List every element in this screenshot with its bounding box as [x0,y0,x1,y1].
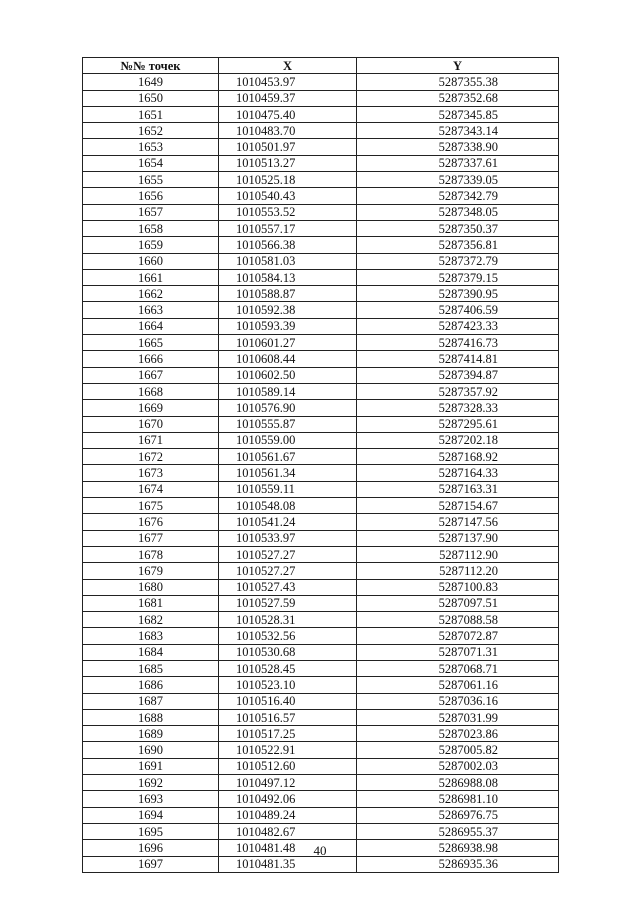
x-coordinate-cell: 1010561.67 [219,449,357,465]
x-coordinate-cell: 1010501.97 [219,139,357,155]
y-coordinate-cell: 5287071.31 [357,644,559,660]
table-row [83,335,559,351]
x-coordinate-cell: 1010559.00 [219,432,357,448]
point-number-cell: 1669 [83,400,219,416]
x-coordinate-cell: 1010483.70 [219,123,357,139]
table-row [83,139,559,155]
table-row [83,449,559,465]
point-number-cell: 1670 [83,416,219,432]
point-number-cell: 1695 [83,823,219,839]
point-number-cell: 1679 [83,563,219,579]
point-number-cell: 1661 [83,269,219,285]
y-coordinate-cell: 5287350.37 [357,220,559,236]
page-number: 40 [313,843,327,858]
y-coordinate-cell: 5286938.98 [357,840,559,856]
x-coordinate-cell: 1010523.10 [219,677,357,693]
point-number-cell: 1697 [83,856,219,872]
y-coordinate-cell: 5287342.79 [357,188,559,204]
point-number-cell: 1657 [83,204,219,220]
point-number-cell: 1671 [83,432,219,448]
point-number-cell: 1659 [83,237,219,253]
x-coordinate-cell: 1010561.34 [219,465,357,481]
point-number-cell: 1682 [83,612,219,628]
x-coordinate-cell: 1010527.43 [219,579,357,595]
y-coordinate-cell: 5286955.37 [357,823,559,839]
point-number-cell: 1665 [83,335,219,351]
point-number-cell: 1668 [83,383,219,399]
table-row [83,220,559,236]
x-coordinate-cell: 1010555.87 [219,416,357,432]
x-coordinate-cell: 1010602.50 [219,367,357,383]
x-coordinate-cell: 1010481.35 [219,856,357,872]
y-coordinate-cell: 5287088.58 [357,612,559,628]
y-coordinate-cell: 5287068.71 [357,660,559,676]
point-number-cell: 1652 [83,123,219,139]
point-number-cell: 1656 [83,188,219,204]
point-number-cell: 1686 [83,677,219,693]
table-row [83,530,559,546]
x-coordinate-cell: 1010532.56 [219,628,357,644]
y-coordinate-cell: 5287414.81 [357,351,559,367]
x-coordinate-cell: 1010608.44 [219,351,357,367]
table-row [83,563,559,579]
table-row [83,758,559,774]
x-coordinate-cell: 1010584.13 [219,269,357,285]
point-number-cell: 1666 [83,351,219,367]
table-body [83,74,559,873]
coordinates-table [82,57,559,873]
x-coordinate-cell: 1010581.03 [219,253,357,269]
point-number-cell: 1674 [83,481,219,497]
x-coordinate-cell: 1010593.39 [219,318,357,334]
point-number-cell: 1654 [83,155,219,171]
x-coordinate-cell: 1010566.38 [219,237,357,253]
y-coordinate-cell: 5287295.61 [357,416,559,432]
header-x: X [219,58,357,74]
y-coordinate-cell: 5287337.61 [357,155,559,171]
x-coordinate-cell: 1010489.24 [219,807,357,823]
table-row [83,823,559,839]
table-row [83,595,559,611]
y-coordinate-cell: 5287023.86 [357,726,559,742]
x-coordinate-cell: 1010528.45 [219,660,357,676]
y-coordinate-cell: 5287112.20 [357,563,559,579]
point-number-cell: 1676 [83,514,219,530]
y-coordinate-cell: 5287036.16 [357,693,559,709]
y-coordinate-cell: 5286976.75 [357,807,559,823]
y-coordinate-cell: 5287355.38 [357,74,559,90]
y-coordinate-cell: 5287379.15 [357,269,559,285]
table-row [83,709,559,725]
table-row [83,628,559,644]
x-coordinate-cell: 1010482.67 [219,823,357,839]
point-number-cell: 1651 [83,106,219,122]
y-coordinate-cell: 5287348.05 [357,204,559,220]
y-coordinate-cell: 5287164.33 [357,465,559,481]
table-row [83,204,559,220]
point-number-cell: 1658 [83,220,219,236]
table-row [83,123,559,139]
point-number-cell: 1667 [83,367,219,383]
table-row [83,172,559,188]
y-coordinate-cell: 5287163.31 [357,481,559,497]
x-coordinate-cell: 1010492.06 [219,791,357,807]
y-coordinate-cell: 5287372.79 [357,253,559,269]
table-row [83,644,559,660]
point-number-cell: 1683 [83,628,219,644]
table-row [83,432,559,448]
y-coordinate-cell: 5287097.51 [357,595,559,611]
x-coordinate-cell: 1010527.27 [219,546,357,562]
table-row [83,677,559,693]
table-row [83,693,559,709]
point-number-cell: 1653 [83,139,219,155]
x-coordinate-cell: 1010559.11 [219,481,357,497]
point-number-cell: 1650 [83,90,219,106]
point-number-cell: 1690 [83,742,219,758]
y-coordinate-cell: 5287345.85 [357,106,559,122]
x-coordinate-cell: 1010512.60 [219,758,357,774]
x-coordinate-cell: 1010601.27 [219,335,357,351]
point-number-cell: 1693 [83,791,219,807]
x-coordinate-cell: 1010553.52 [219,204,357,220]
y-coordinate-cell: 5287005.82 [357,742,559,758]
table-row [83,775,559,791]
x-coordinate-cell: 1010576.90 [219,400,357,416]
table-row [83,318,559,334]
y-coordinate-cell: 5287343.14 [357,123,559,139]
table-row [83,546,559,562]
point-number-cell: 1688 [83,709,219,725]
y-coordinate-cell: 5287100.83 [357,579,559,595]
y-coordinate-cell: 5287137.90 [357,530,559,546]
table-row [83,465,559,481]
point-number-cell: 1685 [83,660,219,676]
table-row [83,237,559,253]
table-row [83,253,559,269]
x-coordinate-cell: 1010516.57 [219,709,357,725]
x-coordinate-cell: 1010527.27 [219,563,357,579]
point-number-cell: 1663 [83,302,219,318]
y-coordinate-cell: 5287339.05 [357,172,559,188]
table-row [83,286,559,302]
x-coordinate-cell: 1010522.91 [219,742,357,758]
table-row [83,791,559,807]
y-coordinate-cell: 5287423.33 [357,318,559,334]
y-coordinate-cell: 5287072.87 [357,628,559,644]
y-coordinate-cell: 5286935.36 [357,856,559,872]
x-coordinate-cell: 1010533.97 [219,530,357,546]
y-coordinate-cell: 5287416.73 [357,335,559,351]
point-number-cell: 1696 [83,840,219,856]
table-header [83,58,559,74]
table-row [83,416,559,432]
x-coordinate-cell: 1010527.59 [219,595,357,611]
table-row [83,612,559,628]
table-row [83,302,559,318]
table-row [83,367,559,383]
table-row [83,660,559,676]
y-coordinate-cell: 5287112.90 [357,546,559,562]
point-number-cell: 1684 [83,644,219,660]
header-point-number: №№ точек [83,58,219,74]
y-coordinate-cell: 5287031.99 [357,709,559,725]
y-coordinate-cell: 5287061.16 [357,677,559,693]
table-row [83,481,559,497]
table-row [83,188,559,204]
y-coordinate-cell: 5287328.33 [357,400,559,416]
x-coordinate-cell: 1010516.40 [219,693,357,709]
table-row [83,726,559,742]
point-number-cell: 1691 [83,758,219,774]
table-row [83,106,559,122]
point-number-cell: 1672 [83,449,219,465]
x-coordinate-cell: 1010459.37 [219,90,357,106]
point-number-cell: 1694 [83,807,219,823]
table-row [83,514,559,530]
table-row [83,579,559,595]
point-number-cell: 1687 [83,693,219,709]
table-row [83,400,559,416]
y-coordinate-cell: 5287002.03 [357,758,559,774]
x-coordinate-cell: 1010525.18 [219,172,357,188]
header-row [83,58,559,74]
point-number-cell: 1681 [83,595,219,611]
x-coordinate-cell: 1010453.97 [219,74,357,90]
header-y: Y [357,58,559,74]
point-number-cell: 1692 [83,775,219,791]
table-row [83,74,559,90]
x-coordinate-cell: 1010592.38 [219,302,357,318]
point-number-cell: 1677 [83,530,219,546]
point-number-cell: 1675 [83,498,219,514]
table-row [83,269,559,285]
point-number-cell: 1660 [83,253,219,269]
point-number-cell: 1655 [83,172,219,188]
x-coordinate-cell: 1010589.14 [219,383,357,399]
table-row [83,90,559,106]
y-coordinate-cell: 5286988.08 [357,775,559,791]
point-number-cell: 1680 [83,579,219,595]
x-coordinate-cell: 1010541.24 [219,514,357,530]
y-coordinate-cell: 5287406.59 [357,302,559,318]
table-row [83,742,559,758]
y-coordinate-cell: 5287356.81 [357,237,559,253]
y-coordinate-cell: 5287168.92 [357,449,559,465]
point-number-cell: 1689 [83,726,219,742]
table-row [83,498,559,514]
y-coordinate-cell: 5286981.10 [357,791,559,807]
point-number-cell: 1673 [83,465,219,481]
x-coordinate-cell: 1010588.87 [219,286,357,302]
x-coordinate-cell: 1010557.17 [219,220,357,236]
table-row [83,155,559,171]
y-coordinate-cell: 5287202.18 [357,432,559,448]
x-coordinate-cell: 1010475.40 [219,106,357,122]
y-coordinate-cell: 5287390.95 [357,286,559,302]
y-coordinate-cell: 5287352.68 [357,90,559,106]
x-coordinate-cell: 1010513.27 [219,155,357,171]
y-coordinate-cell: 5287338.90 [357,139,559,155]
point-number-cell: 1649 [83,74,219,90]
table-row [83,383,559,399]
x-coordinate-cell: 1010497.12 [219,775,357,791]
x-coordinate-cell: 1010530.68 [219,644,357,660]
table-row [83,351,559,367]
x-coordinate-cell: 1010528.31 [219,612,357,628]
x-coordinate-cell: 1010517.25 [219,726,357,742]
x-coordinate-cell: 1010481.48 [219,840,357,856]
point-number-cell: 1664 [83,318,219,334]
y-coordinate-cell: 5287147.56 [357,514,559,530]
x-coordinate-cell: 1010540.43 [219,188,357,204]
table-row [83,807,559,823]
point-number-cell: 1678 [83,546,219,562]
y-coordinate-cell: 5287394.87 [357,367,559,383]
x-coordinate-cell: 1010548.08 [219,498,357,514]
point-number-cell: 1662 [83,286,219,302]
y-coordinate-cell: 5287154.67 [357,498,559,514]
y-coordinate-cell: 5287357.92 [357,383,559,399]
